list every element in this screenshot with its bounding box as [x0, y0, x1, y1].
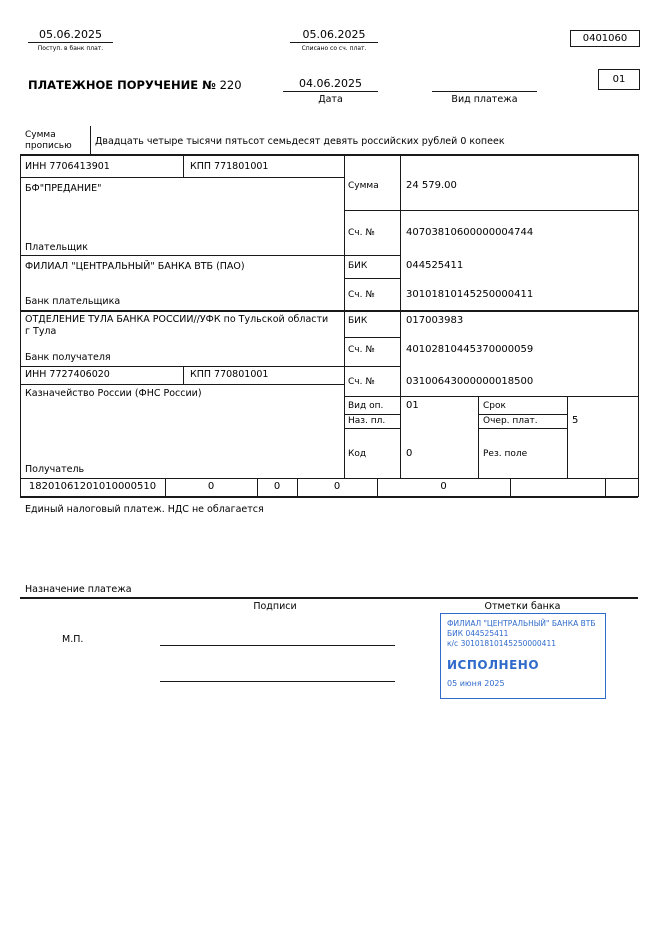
grid-line [20, 255, 400, 256]
document-number: 220 [219, 78, 242, 92]
op-type-value: 01 [406, 400, 419, 411]
amount-in-words-label: Сумма прописью [25, 130, 72, 151]
pay-purpose-label: Наз. пл. [348, 416, 386, 426]
date-label: Дата [318, 94, 343, 105]
grid-line [20, 597, 638, 599]
grid-line [638, 154, 639, 497]
beneficiary-kpp: КПП 770801001 [190, 369, 269, 380]
tax-field-basis: 0 [273, 481, 281, 492]
status-code-box: 01 [598, 69, 640, 90]
stamp-bank-name: ФИЛИАЛ "ЦЕНТРАЛЬНЫЙ" БАНКА ВТБ [447, 619, 596, 628]
term-label: Срок [483, 401, 506, 411]
grid-line [400, 154, 401, 478]
beneficiary-account: 03100643000000018500 [406, 376, 534, 387]
grid-line [478, 414, 567, 415]
payer-bank-account: 30101810145250000411 [406, 289, 534, 300]
beneficiary-bank-name-line2: г Тула [25, 326, 57, 337]
beneficiary-label: Получатель [25, 464, 85, 475]
debited-date-label: Списано со сч. плат. [301, 45, 367, 52]
document-title-row [28, 79, 242, 92]
signature-line-2 [160, 681, 395, 682]
grid-line [478, 396, 479, 478]
payment-purpose-label: Назначение платежа [25, 584, 132, 595]
op-type-label: Вид оп. [348, 401, 384, 411]
signature-line-1 [160, 645, 395, 646]
payer-bank-bik: 044525411 [406, 260, 464, 271]
stamp-status: ИСПОЛНЕНО [447, 658, 540, 672]
grid-line [20, 310, 638, 312]
beneficiary-bank-bik: 017003983 [406, 315, 464, 326]
received-date-label: Поступ. в банк плат. [37, 45, 104, 52]
grid-line [344, 414, 400, 415]
payment-type-label: Вид платежа [451, 94, 518, 105]
grid-line [20, 478, 638, 479]
received-date: 05.06.2025 [39, 28, 102, 41]
grid-line [567, 396, 568, 478]
tax-field-kbk: 18201061201010000510 [28, 481, 157, 492]
payer-name: БФ"ПРЕДАНИЕ" [25, 183, 102, 194]
payer-inn: ИНН 7706413901 [25, 161, 110, 172]
payment-type-underline [432, 91, 537, 92]
payer-bank-bik-label: БИК [348, 261, 368, 271]
tax-field-number: 0 [440, 481, 447, 492]
grid-line [20, 384, 344, 385]
stamp-corr-account: к/с 30101810145250000411 [447, 639, 556, 648]
debited-date: 05.06.2025 [302, 28, 366, 41]
beneficiary-bank-name-line1: ОТДЕЛЕНИЕ ТУЛА БАНКА РОССИИ//УФК по Тульской области [25, 314, 329, 325]
payer-account-label: Сч. № [348, 228, 375, 238]
received-date-underline [28, 42, 113, 43]
beneficiary-bank-account: 40102810445370000059 [406, 344, 534, 355]
amount-in-words: Двадцать четыре тысячи пятьсот семьдесят девять российских рублей 0 копеек [95, 136, 505, 147]
beneficiary-account-label: Сч. № [348, 377, 375, 387]
grid-line [478, 428, 567, 429]
beneficiary-name: Казначейство России (ФНС России) [25, 388, 202, 399]
signatures-label: Подписи [253, 601, 297, 612]
grid-line [344, 428, 400, 429]
stamp-bik: БИК 044525411 [447, 629, 509, 638]
grid-line [20, 177, 344, 178]
code-label: Код [348, 449, 367, 459]
stamp-date: 05 июня 2025 [447, 679, 505, 688]
payment-purpose-text: Единый налоговый платеж. НДС не облагается [25, 504, 264, 515]
beneficiary-bank-label: Банк получателя [25, 352, 111, 363]
sum-value: 24 579.00 [406, 180, 457, 191]
tax-field-oktmo: 0 [207, 481, 215, 492]
beneficiary-inn: ИНН 7727406020 [25, 369, 110, 380]
stamp-place-label: М.П. [62, 634, 84, 645]
grid-line [344, 210, 638, 211]
grid-line [20, 154, 21, 497]
form-code-box: 0401060 [570, 30, 640, 47]
grid-line [344, 154, 345, 478]
document-date: 04.06.2025 [299, 77, 362, 90]
payer-bank-name: ФИЛИАЛ "ЦЕНТРАЛЬНЫЙ" БАНКА ВТБ (ПАО) [25, 261, 245, 272]
reserve-field-label: Рез. поле [483, 449, 528, 459]
grid-line [510, 478, 511, 497]
sum-label: Сумма [348, 181, 379, 191]
payer-bank-label: Банк плательщика [25, 296, 121, 307]
grid-line [183, 366, 184, 384]
grid-line [344, 278, 400, 279]
document-date-underline [283, 91, 378, 92]
beneficiary-bank-bik-label: БИК [348, 316, 368, 326]
grid-line [20, 154, 638, 156]
debited-date-underline [290, 42, 378, 43]
grid-line [20, 366, 400, 367]
payer-bank-account-label: Сч. № [348, 290, 375, 300]
bank-marks-label: Отметки банка [484, 601, 561, 612]
document-title: ПЛАТЕЖНОЕ ПОРУЧЕНИЕ № [28, 78, 216, 92]
priority-label: Очер. плат. [483, 416, 538, 426]
priority-value: 5 [572, 415, 579, 426]
grid-line [344, 396, 638, 397]
grid-line [605, 478, 606, 497]
beneficiary-bank-account-label: Сч. № [348, 345, 375, 355]
grid-line [183, 155, 184, 177]
payer-kpp: КПП 771801001 [190, 161, 269, 172]
tax-field-period: 0 [333, 481, 341, 492]
payer-account: 40703810600000004744 [406, 227, 534, 238]
grid-line [20, 496, 638, 498]
bank-stamp [440, 613, 606, 699]
grid-line [344, 337, 400, 338]
payer-label: Плательщик [25, 242, 88, 253]
grid-line [90, 126, 91, 155]
code-value: 0 [406, 448, 413, 459]
